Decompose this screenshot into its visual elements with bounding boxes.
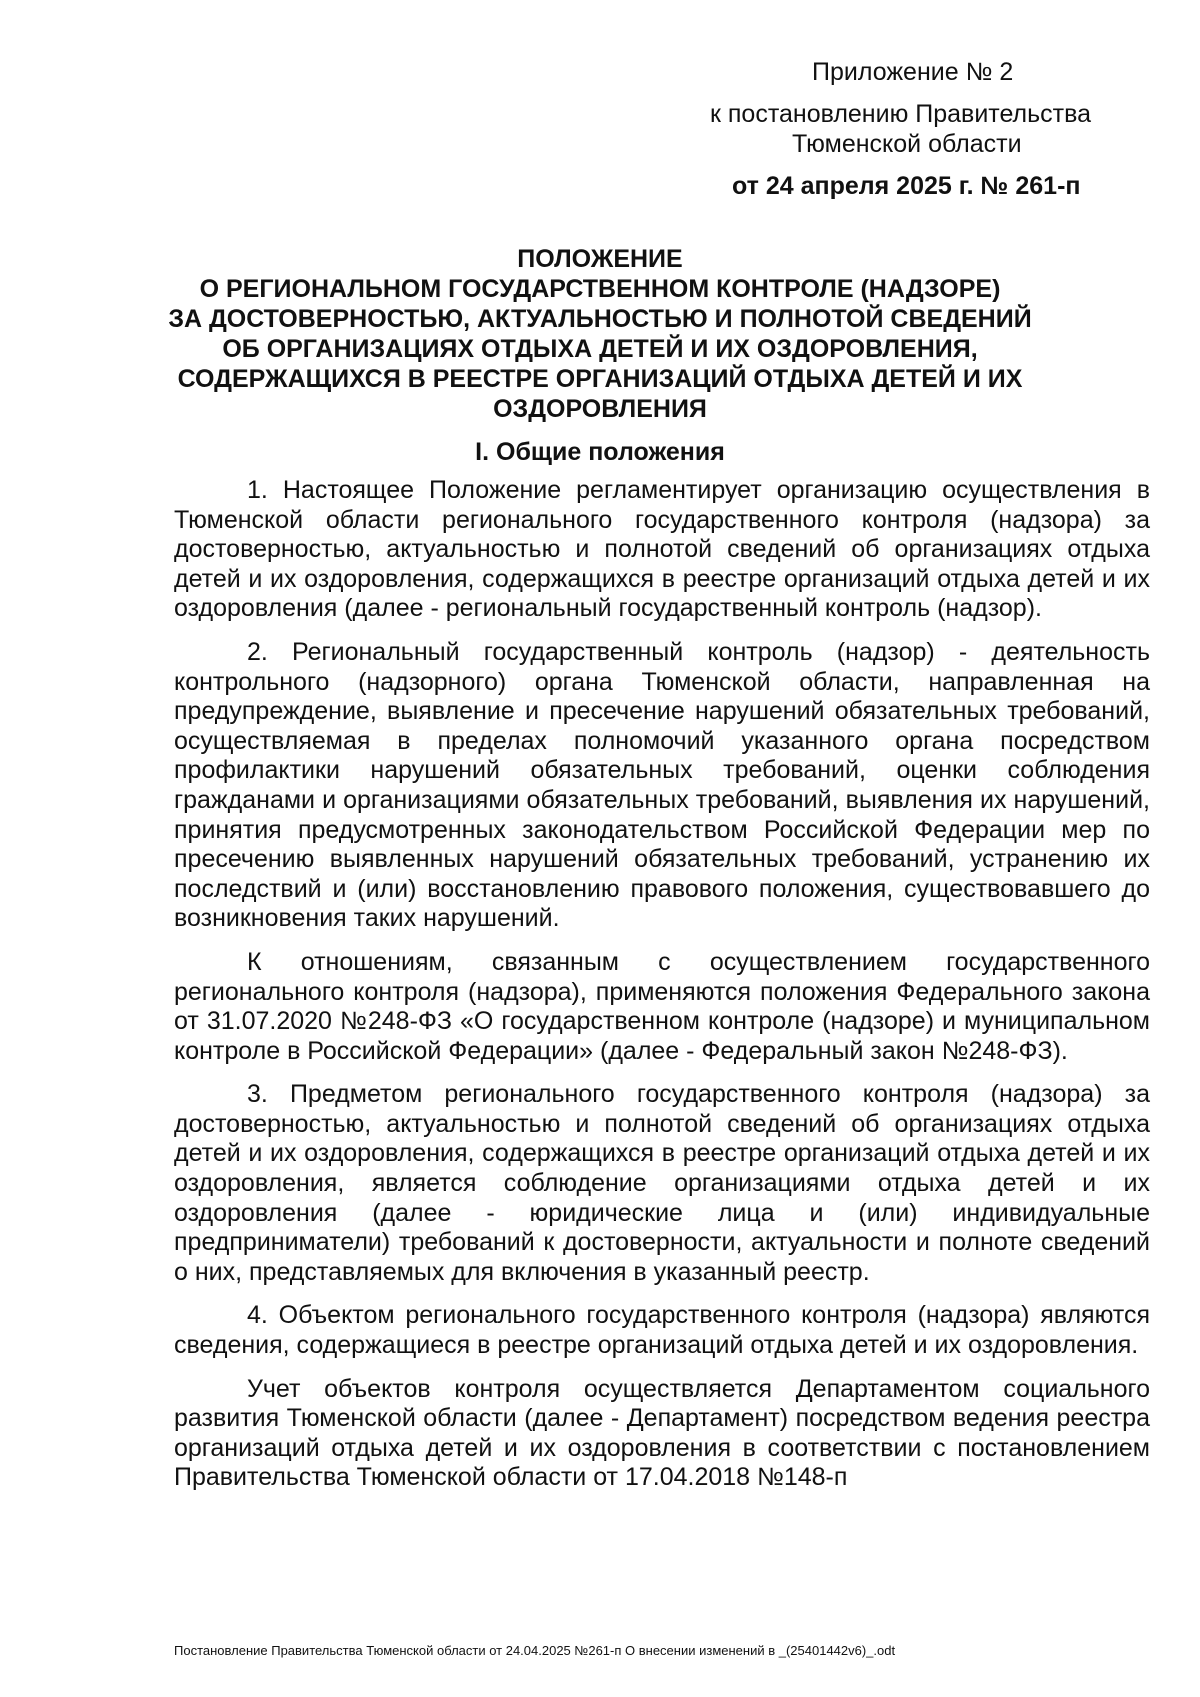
annex-number: Приложение № 2 [812, 58, 1014, 86]
document-title [150, 244, 1050, 424]
paragraph-4: 4. Объектом регионального государственного контроля (надзора) являются сведения, содержащиеся в реестре организаций отдыха детей и их оздоровления. [174, 1301, 1150, 1360]
annex-date: от 24 апреля 2025 г. № 261-п [732, 172, 1081, 200]
paragraph-2: 2. Региональный государственный контроль (надзор) - деятельность контрольного (надзорного) органа Тюменской области, направленная на предупреждение, выявление и пресечение нарушений обязательных требований, осуществляемая в пределах полномочий указанного органа посредством профилактики нарушений обязательных требований, оценки соблюдения гражданами и организациями обязательных требований, выявления их нарушений, принятия предусмотренных законодательством Российской Федерации мер по пресечению выявленных нарушений обязательных требований, устранению их последствий и (или) восстановлению правового положения, существовавшего до возникновения таких нарушений. [174, 637, 1150, 933]
document-body [174, 476, 1150, 1507]
section-title: I. Общие положения [475, 438, 725, 466]
paragraph-2-relations: К отношениям, связанным с осуществлением государственного регионального контроля (надзора), применяются положения Федерального закона от 31.07.2020 №248-ФЗ «О государственном контроле (надзоре) и муниципальном контроле в Российской Федерации» (далее - Федеральный закон №248-ФЗ). [174, 947, 1150, 1065]
paragraph-1: 1. Настоящее Положение регламентирует организацию осуществления в Тюменской области регионального государственного контроля (надзора) за достоверностью, актуальностью и полнотой сведений об организациях отдыха детей и их оздоровления, содержащихся в реестре организаций отдыха детей и их оздоровления (далее - региональный государственный контроль (надзор). [174, 476, 1150, 623]
paragraph-4-accounting: Учет объектов контроля осуществляется Департаментом социального развития Тюменской области (далее - Департамент) посредством ведения реестра организаций отдыха детей и их оздоровления в соответствии с постановлением Правительства Тюменской области от 17.04.2018 №148-п [174, 1374, 1150, 1492]
title-line: ПОЛОЖЕНИЕ [517, 245, 683, 273]
annex-region: Тюменской области [792, 130, 1022, 158]
paragraph-3: 3. Предметом регионального государственного контроля (надзора) за достоверностью, актуальностью и полнотой сведений об организациях отдыха детей и их оздоровления, содержащихся в реестре организаций отдыха детей и их оздоровления, является соблюдение организациями отдыха детей и их оздоровления (далее - юридические лица и (или) индивидуальные предприниматели) требований к достоверности, актуальности и полноте сведений о них, представляемых для включения в указанный реестр. [174, 1080, 1150, 1286]
title-line: ЗА ДОСТОВЕРНОСТЬЮ, АКТУАЛЬНОСТЬЮ И ПОЛНОТОЙ СВЕДЕНИЙ [168, 305, 1032, 333]
annex-to-resolution: к постановлению Правительства [710, 100, 1092, 128]
page-footer: Постановление Правительства Тюменской области от 24.04.2025 №261-п О внесении изменений в _(25401442v6)_.odt [174, 1643, 896, 1658]
title-line: СОДЕРЖАЩИХСЯ В РЕЕСТРЕ ОРГАНИЗАЦИЙ ОТДЫХА ДЕТЕЙ И ИХ [177, 365, 1023, 393]
title-line: ОЗДОРОВЛЕНИЯ [493, 395, 707, 423]
title-line: О РЕГИОНАЛЬНОМ ГОСУДАРСТВЕННОМ КОНТРОЛЕ (НАДЗОРЕ) [199, 275, 1001, 303]
title-line: ОБ ОРГАНИЗАЦИЯХ ОТДЫХА ДЕТЕЙ И ИХ ОЗДОРОВЛЕНИЯ, [222, 335, 978, 363]
